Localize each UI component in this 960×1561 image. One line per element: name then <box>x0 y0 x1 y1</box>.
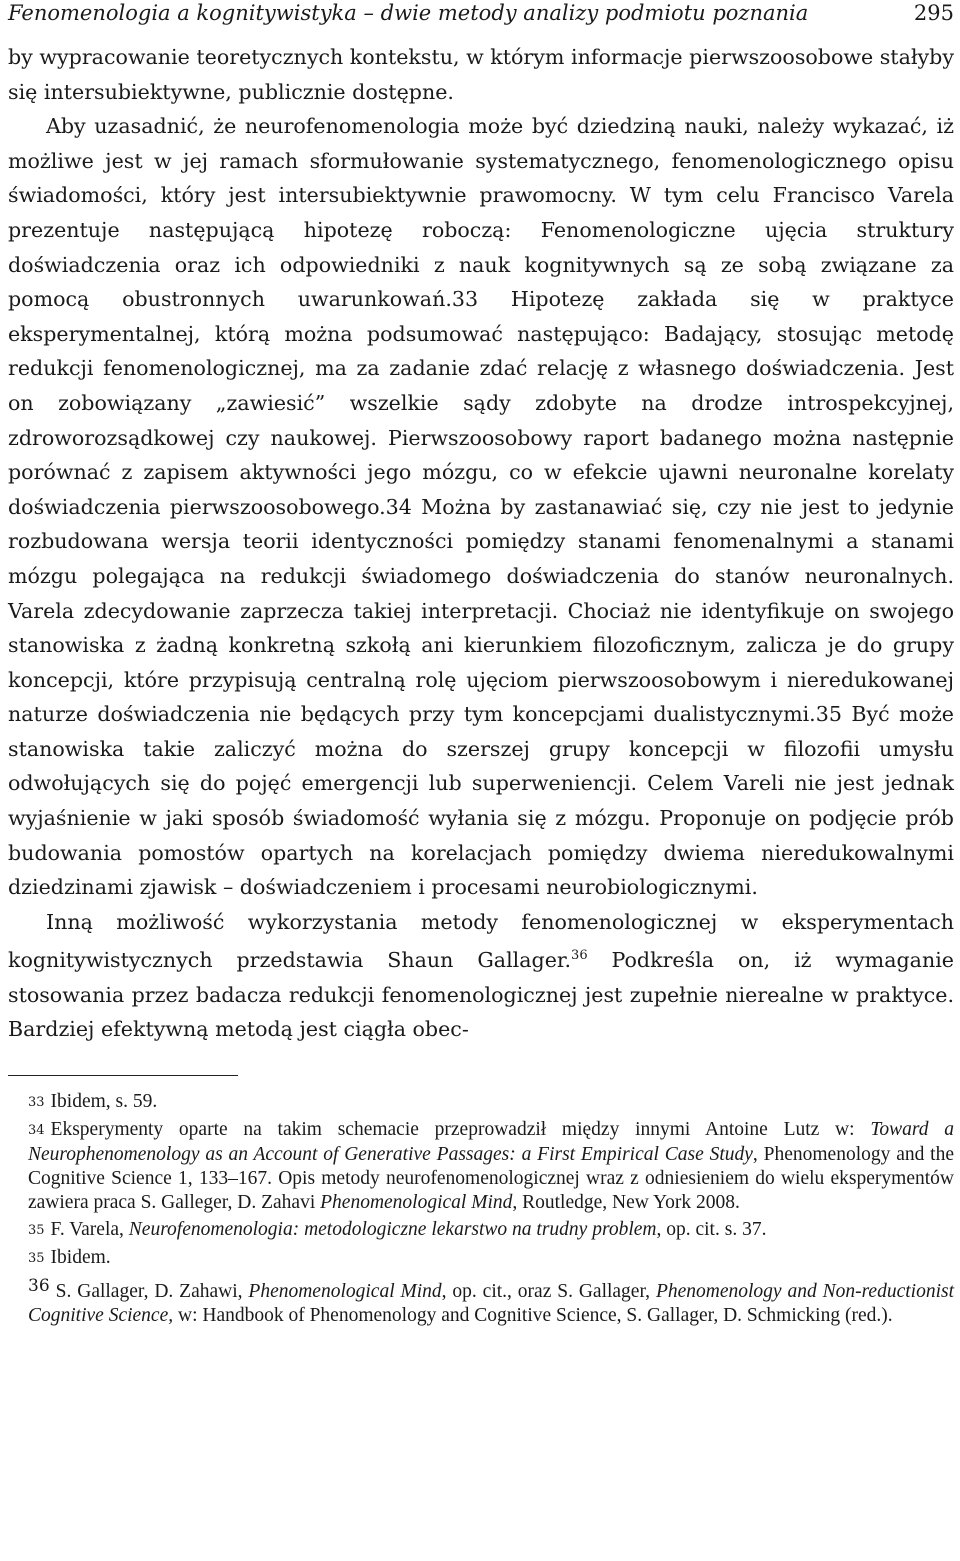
footnote-text: , Routledge, New York 2008. <box>512 1192 740 1214</box>
footnote-title: Phenomenology and Non-reductionist Cognitive Science, <box>28 1281 955 1327</box>
footnote <box>8 1118 954 1215</box>
footnote-number: 34 <box>28 1123 45 1139</box>
footnote-text: , op. cit. s. 37. <box>656 1219 767 1241</box>
document-page <box>8 0 954 1331</box>
footnote-number: 35 <box>28 1223 45 1239</box>
footnote-title: Toward a Neurophenomenology as an Account of Generative Passages: a First Empirical Case Study <box>28 1119 954 1166</box>
paragraph-gallager-text-2: Podkreśla on, iż wymaganie stosowania przez badacza redukcji fenomenologicznej jest zupełnie nierealne w praktyce. Bardziej efektywną metodą jest ciągła obec- <box>8 948 954 1042</box>
footnote-text: Eksperymenty oparte na takim schemacie przeprowadził między innymi Antoine Lutz w: <box>50 1119 871 1141</box>
footnote-separator <box>8 1075 238 1076</box>
footnote-text: F. Varela, <box>50 1219 129 1241</box>
page-number: 295 <box>913 1 954 25</box>
footnote-text: Ibidem. <box>50 1247 111 1269</box>
running-header <box>8 0 954 40</box>
footnote <box>8 1218 954 1243</box>
footnote-title: Neurofenomenologia: metodologiczne lekarstwo na trudny problem <box>128 1219 657 1241</box>
footnote-text: S. Gallager, D. Zahawi, <box>55 1281 249 1303</box>
footnote-title: Phenomenological Mind <box>248 1281 442 1303</box>
footnote <box>8 1246 954 1271</box>
footnote-text: , op. cit., oraz S. Gallager, <box>441 1281 656 1303</box>
running-title: Fenomenologia a kognitywistyka – dwie metody analizy podmiotu poznania <box>8 1 809 25</box>
footnote-number: 33 <box>28 1095 45 1111</box>
footnote-text: , Phenomenology and the Cognitive Science 1, 133–167. Opis metody neurofenomenologicznej wraz z odniesieniem do wielu eksperymentów zawiera praca S. Galleger, D. Zahavi <box>28 1144 955 1214</box>
footnote-ref-36: 36 <box>571 948 588 964</box>
footnote-number: 36 <box>28 1276 50 1297</box>
footnote-text: w: Handbook of Phenomenology and Cognitive Science, S. Gallager, D. Schmicking (red.). <box>173 1305 893 1327</box>
footnote <box>8 1274 954 1328</box>
footnotes <box>8 1090 954 1328</box>
paragraph-continuation: by wypracowanie teoretycznych kontekstu, w którym informacje pierwszoosobowe stałyby się intersubiektywne, publicznie dostępne. <box>8 45 954 104</box>
footnote-number: 35 <box>28 1251 45 1267</box>
paragraph-gallager-text-1: Inną możliwość wykorzystania metody fenomenologicznej w eksperymentach kognitywistycznych przedstawia Shaun Gallager. <box>8 909 954 973</box>
footnote-text: Ibidem, s. 59. <box>50 1091 158 1113</box>
paragraph-gallager <box>8 905 954 1047</box>
footnote <box>8 1090 954 1115</box>
main-text <box>8 40 954 1047</box>
paragraph-varela: Aby uzasadnić, że neurofenomenologia może być dziedziną nauki, należy wykazać, iż możliwe jest w jej ramach sformułowanie systematycznego, fenomenologicznego opisu świadomości, który jest intersubiektywnie prawomocny. W tym celu Francisco Varela prezentuje następującą hipotezę roboczą: Fenomenologiczne ujęcia struktury doświadczenia oraz ich odpowiedniki z nauk kognitywnych są ze sobą związane za pomocą obustronnych uwarunkowań.33 Hipotezę zakłada się w praktyce eksperymentalnej, którą można podsumować następująco: Badający, stosując metodę redukcji fenomenologicznej, ma za zadanie zdać relację z własnego doświadczenia. Jest on zobowiązany „zawiesić” wszelkie sądy zdobyte na drodze introspekcyjnej, zdroworozsądkowej czy naukowej. Pierwszoosobowy raport badanego można następnie porównać z zapisem aktywności jego mózgu, co w efekcie ujawni neuronalne korelaty doświadczenia pierwszoosobowego.34 Można by zastanawiać się, czy nie jest to jedynie rozbudowana wersja teorii identyczności pomiędzy stanami fenomenalnymi a stanami mózgu polegająca na redukcji świadomego doświadczenia do stanów neuronalnych. Varela zdecydowanie zaprzecza takiej interpretacji. Chociaż nie identyfikuje on swojego stanowiska z żadną konkretną szkołą ani kierunkiem filozoficznym, zalicza je do grupy koncepcji, które przypisują centralną rolę ujęciom pierwszoosobowym i nieredukowanej naturze doświadczenia nie będących przy tym koncepcjami dualistycznymi.35 Być może stanowiska takie zaliczyć można do szerszej grupy koncepcji w filozofii umysłu odwołujących się do pojęć emergencji lub superweniencji. Celem Vareli nie jest jednak wyjaśnienie w jaki sposób świadomość wyłania się z mózgu. Proponuje on podjęcie prób budowania pomostów opartych na korelacjach pomiędzy dwiema nieredukowalnymi dziedzinami zjawisk – doświadczeniem i procesami neurobiologicznymi. <box>8 114 954 900</box>
footnote-title: Phenomenological Mind <box>320 1192 513 1214</box>
